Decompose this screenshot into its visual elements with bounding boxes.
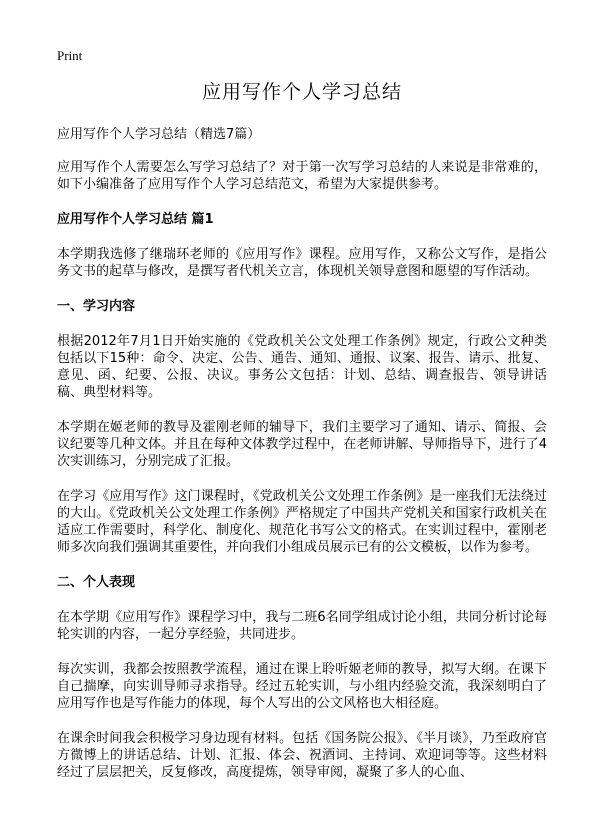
document-title: 应用写作个人学习总结 <box>201 81 402 103</box>
paragraph-4: 在学习《应用写作》这门课程时，《党政机关公文处理工作条例》是一座我们无法绕过的大山。《党政机关公文处理工作条例》严格规定了中国共产党机关和国家行政机关在适应工作需要时，科学化、制度化、规范化书写公文的格式。在实训过程中，霍刚老师多次向我们强调其重要性，并向我们小组成员展示已有的公文模板，以作为参考。 <box>57 489 547 555</box>
paragraph-6: 每次实训，我都会按照教学流程，通过在课上聆听姬老师的教导，拟写大纲。在课下自己揣摩，向实训导师寻求指导。经过五轮实训，与小组内经验交流，我深刻明白了应用写作也是写作能力的体现，每个人写出的公文风格也大相径庭。 <box>57 662 547 711</box>
document-subtitle: 应用写作个人学习总结（精选7篇） <box>57 127 261 142</box>
print-link[interactable]: Print <box>57 48 83 63</box>
paragraph-7: 在课余时间我会积极学习身边现有材料。包括《国务院公报》、《半月谈》，乃至政府官方微博上的讲话总结、计划、汇报、体会、祝酒词、主持词、欢迎词等等。这些材料经过了层层把关，反复修改，高度提炼，领导审阅，凝聚了多人的心血、 <box>57 731 547 780</box>
article-heading: 应用写作个人学习总结 篇1 <box>57 212 214 227</box>
paragraph-5: 在本学期《应用写作》课程学习中，我与二班6名同学组成讨论小组，共同分析讨论每轮实训的内容，一起分享经验，共同进步。 <box>57 610 547 642</box>
paragraph-1: 本学期我选修了继瑞环老师的《应用写作》课程。应用写作，又称公文写作，是指公务文书的起草与修改，是撰写者代机关立言，体现机关领导意图和愿望的写作活动。 <box>57 247 547 279</box>
paragraph-2: 根据2012年7月1日开始实施的《党政机关公文处理工作条例》规定，行政公文种类包括以下15种：命令、决定、公告、通告、通知、通报、议案、报告、请示、批复、意见、函、纪要、公报、决议。事务公文包括：计划、总结、调查报告、领导讲话稿、典型材料等。 <box>57 334 547 400</box>
paragraph-3: 本学期在姬老师的教导及霍刚老师的辅导下，我们主要学习了通知、请示、简报、会议纪要等几种文体。并且在每种文体教学过程中，在老师讲解、导师指导下，进行了4次实训练习，分别完成了汇报。 <box>57 420 547 469</box>
intro-paragraph: 应用写作个人需要怎么写学习总结了？对于第一次写学习总结的人来说是非常难的，如下小编准备了应用写作个人学习总结范文，希望为大家提供参考。 <box>57 160 547 192</box>
section-heading-personal-performance: 二、个人表现 <box>57 575 136 590</box>
section-heading-study-content: 一、学习内容 <box>57 299 136 314</box>
document-body <box>57 78 547 799</box>
